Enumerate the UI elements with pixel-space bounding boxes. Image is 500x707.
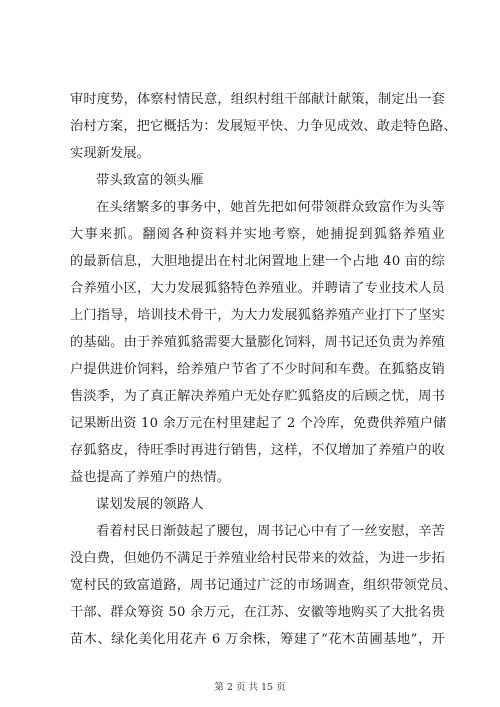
paragraph-line: 看着村民日渐鼓起了腰包，周书记心中有了一丝安慰，辛苦	[96, 524, 445, 539]
paragraph-line: 宽村民的致富道路，周书记通过广泛的市场调查，组织带领党员、	[70, 578, 457, 593]
paragraph-line: 记果断出资 10 余万元在村里建起了 2 个冷库，免费供养殖户储	[70, 416, 447, 431]
paragraph-line: 审时度势，体察村情民意，组织村组干部献计献策，制定出一套	[70, 92, 445, 107]
paragraph-line: 的最新信息，大胆地提出在村北闲置地上建一个占地 40 亩的综	[70, 254, 445, 269]
paragraph-line: 治村方案，把它概括为：发展短平快、力争见成效、敢走特色路、	[70, 119, 457, 134]
paragraph-line: 益也提高了养殖户的热情。	[70, 470, 231, 485]
paragraph-line: 没白费，但她仍不满足于养殖业给村民带来的效益，为进一步拓	[70, 551, 445, 566]
paragraph-line: 苗木、绿化美化用花卉 6 万余株，筹建了“花木苗圃基地”，开	[70, 632, 445, 647]
paragraph-line: 的基础。由于养殖狐貉需要大量膨化饲料，周书记还负责为养殖	[70, 335, 445, 350]
paragraph-line: 存狐貉皮，待旺季时再进行销售，这样，不仅增加了养殖户的收	[70, 443, 445, 458]
paragraph-line: 合养殖小区，大力发展狐貉特色养殖业。并聘请了专业技术人员	[70, 281, 445, 296]
section-heading: 带头致富的领头雁	[96, 173, 204, 188]
paragraph-line: 在头绪繁多的事务中，她首先把如何带领群众致富作为头等	[96, 200, 445, 215]
paragraph-line: 上门指导，培训技术骨干，为大力发展狐貉养殖产业打下了坚实	[70, 308, 445, 323]
page-number-footer: 第 2 页 共 15 页	[214, 682, 286, 693]
paragraph-line: 实现新发展。	[70, 146, 151, 161]
paragraph-line: 户提供进价饲料，给养殖户节省了不少时间和车费。在狐貉皮销	[70, 362, 445, 377]
paragraph-line: 售淡季，为了真正解决养殖户无处存贮狐貉皮的后顾之忧，周书	[70, 389, 445, 404]
section-heading: 谋划发展的领路人	[96, 497, 204, 512]
paragraph-line: 大事来抓。翻阅各种资料并实地考察，她捕捉到狐貉养殖业	[70, 227, 445, 242]
paragraph-line: 干部、群众筹资 50 余万元，在江苏、安徽等地购买了大批名贵	[70, 605, 445, 620]
